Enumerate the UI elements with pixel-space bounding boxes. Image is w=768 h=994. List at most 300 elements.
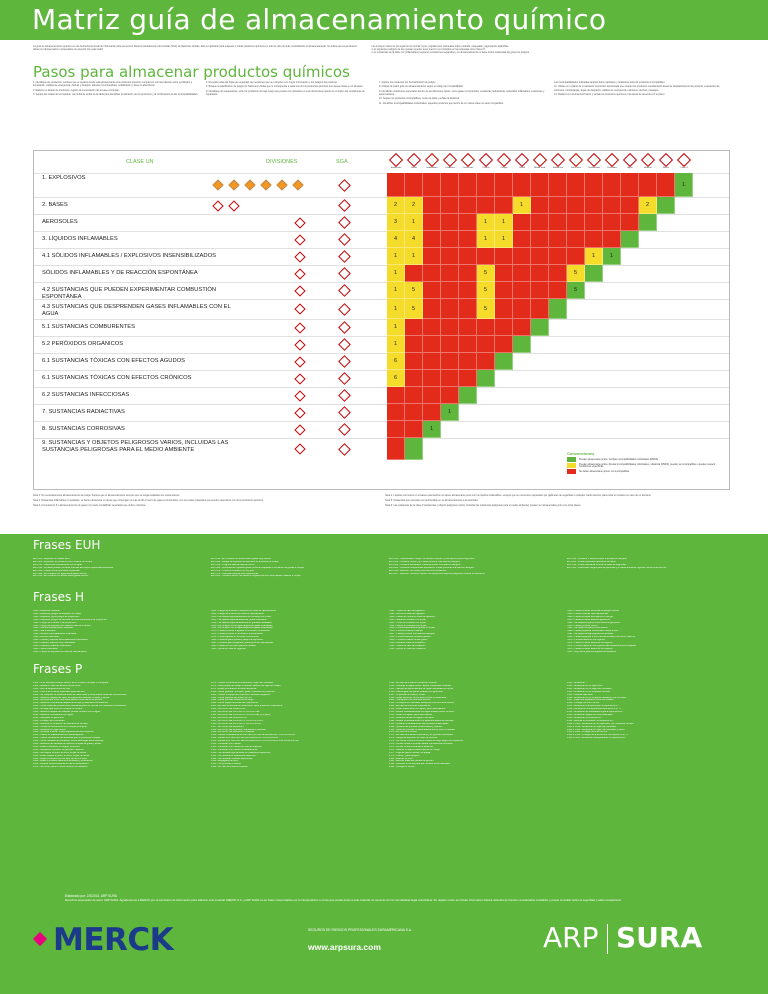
- phrase-item: P376 - Detener la fuga si puede hacerse sin riesgo.: [389, 748, 441, 751]
- row-label: 2. BASES: [42, 202, 68, 208]
- phrase-item: P351 - Aclarar cuidadosamente con agua durante varios minutos.: [389, 711, 455, 714]
- phrase-item: P284 - Llevar equipo de protección respiratoria.: [211, 702, 259, 705]
- matrix-cell: [387, 319, 405, 336]
- phrase-item: H270 - Puede provocar o agravar un incendio; comburente.: [211, 630, 271, 633]
- row-divider: [34, 421, 729, 422]
- matrix-cell: [549, 265, 567, 282]
- phrase-item: P370 - En caso de incendio:: [389, 731, 418, 734]
- phrase-item: P242 - Utilizar únicamente herramientas que no produzcan chispas.: [33, 737, 101, 740]
- division-symbol-icon: [294, 407, 305, 418]
- matrix-cell: [477, 319, 495, 336]
- phrase-item: H372 - Provoca daños en los órganos tras exposiciones prolongadas.: [567, 644, 637, 647]
- phrase-item: H205 - Peligro de explosión en masa en caso de incendio.: [33, 624, 92, 627]
- cell-value: 6: [393, 375, 398, 381]
- phrase-item: P403 + P235 - Almacenar en lugar bien ventilado y fresco.: [567, 728, 626, 731]
- phrase-item: P412 - No exponer a temperaturas superiores a 50 °C.: [567, 708, 622, 711]
- matrix-cell: [675, 173, 693, 197]
- sga-pictogram-icon: [338, 267, 351, 280]
- row-label: 6.1 SUSTANCIAS TÓXICAS CON EFECTOS CRÓNICOS: [42, 375, 192, 381]
- matrix-cell: [621, 173, 639, 197]
- matrix-cell: [567, 265, 585, 282]
- row-label: 4.1 SÓLIDOS INFLAMABLES / EXPLOSIVOS INSENSIBILIZADOS: [42, 253, 216, 259]
- hazard-symbol-icon: [640, 153, 656, 171]
- phrase-item: H202 - Explosivo; grave peligro de proyección.: [33, 615, 80, 618]
- hazard-symbol-icon: [388, 153, 404, 171]
- hazard-symbol-icon: [604, 153, 620, 171]
- matrix-cell: [585, 214, 603, 231]
- phrase-item: P405 - Guardar bajo llave.: [567, 693, 594, 696]
- row-divider: [34, 438, 729, 439]
- matrix-cell: [567, 214, 585, 231]
- col-header-sga: SGA: [336, 159, 348, 165]
- phrase-item: P211 - No pulverizar sobre una llama abierta u otra fuente de ignición.: [33, 699, 103, 702]
- step-text: 3. Separe las celdas de los líquidos: use la fila de arriba de la tabla para identificar la ubicación de los productos y la combinación de las incompatibilidades.: [33, 92, 199, 96]
- matrix-cell: [459, 299, 477, 319]
- division-symbol-icon: [294, 217, 305, 228]
- matrix-cell: [459, 319, 477, 336]
- hazard-symbol-icon: [658, 153, 674, 171]
- legend-swatch-yellow: [567, 463, 576, 468]
- phrase-item: P280 - Llevar guantes / prendas / gafas / máscara de protección.: [211, 690, 276, 693]
- col-header-divisiones: DIVISIONES: [266, 159, 298, 165]
- phrase-item: EUH 208 - Contiene. Puede provocar una reacción alérgica.: [567, 558, 627, 560]
- phrase-item: P314 - Consultar a un médico en caso de malestar.: [211, 745, 263, 748]
- matrix-cell: [459, 336, 477, 353]
- sga-pictogram-icon: [338, 250, 351, 263]
- phrase-column: [567, 610, 733, 658]
- diamond-icon: [623, 153, 637, 167]
- matrix-cell: [513, 336, 531, 353]
- matrix-cell: [405, 197, 423, 214]
- arp-logo: ARP: [543, 921, 599, 954]
- matrix-cell: [423, 173, 441, 197]
- phrase-item: P260 - No respirar el polvo, el humo, el gas, la niebla.: [33, 751, 87, 754]
- phrase-item: H271 - Puede provocar un incendio o una explosión.: [211, 633, 264, 636]
- matrix-cell: [441, 336, 459, 353]
- row-divider: [34, 370, 729, 371]
- matrix-cell: [549, 299, 567, 319]
- diamond-icon: [461, 153, 475, 167]
- row-divider: [34, 404, 729, 405]
- compatibility-matrix: [33, 150, 730, 490]
- diamond-icon: [659, 153, 673, 167]
- phrase-item: H300 - Mortal en caso de ingestión.: [211, 647, 247, 650]
- diamond-icon: [569, 153, 583, 167]
- legend-item: [567, 469, 725, 474]
- phrase-item: P240 - Conectar a tierra / enlace equipotencial del recipiente.: [33, 731, 95, 734]
- matrix-cell: [477, 282, 495, 299]
- division-symbol-icon: [294, 268, 305, 279]
- row-label: 6.1 SUSTANCIAS TÓXICAS CON EFECTOS AGUDOS: [42, 358, 186, 364]
- cell-value: 2: [411, 202, 416, 208]
- matrix-cell: [459, 248, 477, 265]
- cell-value: 5: [573, 270, 578, 276]
- phrase-item: EUH 019 - Puede formar peróxidos explosivos.: [33, 569, 80, 572]
- matrix-cell: [639, 214, 657, 231]
- phrase-item: P321 - Se necesita un tratamiento específico.: [211, 754, 257, 757]
- notes-left: [33, 494, 373, 510]
- matrix-cell: [459, 282, 477, 299]
- phrase-item: P271 - Utilizar únicamente en exteriores o lugar bien ventilado.: [211, 682, 274, 684]
- matrix-cell: [405, 282, 423, 299]
- cell-value: 1: [591, 253, 596, 259]
- division-symbol-icon: [294, 303, 305, 314]
- matrix-cell: [459, 214, 477, 231]
- matrix-cell: [603, 231, 621, 248]
- sga-pictogram-icon: [338, 303, 351, 316]
- phrase-item: P235 - Mantener en lugar fresco.: [33, 728, 66, 731]
- intro-bullets: [371, 45, 726, 67]
- cell-value: 5: [573, 287, 578, 293]
- phrase-item: P223 - Mantener alejado de cualquier posible contacto con el agua.: [33, 711, 101, 714]
- hazard-symbol-icon: [568, 153, 584, 171]
- diamond-icon: [407, 153, 421, 167]
- phrase-item: P243 - Tomar medidas de precaución contra descargas electrostáticas.: [33, 740, 104, 743]
- bullet: • Los siguientes peligros de los envases pueden tener menor o ser incluidos en las etiquetas como frases H.: [371, 48, 726, 51]
- legend-text: No deben almacenarse juntos; son incompatibles.: [579, 470, 630, 473]
- matrix-cell: [513, 248, 531, 265]
- phrase-item: H317 - Puede provocar una reacción alérgica.: [389, 633, 435, 636]
- row-label: 8. SUSTANCIAS CORROSIVAS: [42, 426, 125, 432]
- matrix-cell: [495, 248, 513, 265]
- matrix-cell: [387, 197, 405, 214]
- cell-value: 1: [519, 202, 524, 208]
- matrix-cell: [387, 336, 405, 353]
- matrix-cell: [441, 197, 459, 214]
- matrix-cell: [531, 248, 549, 265]
- phrase-item: EUH 202 - Cianoacrilato. Peligro. Se adhiere a la piel y a los ojos en pocos segundos.: [389, 558, 475, 560]
- matrix-cell: [495, 231, 513, 248]
- step-text: 11. Identificar incompatibilidades individuales: aquellos productos que dentro de su misma clase no sean compatibles.: [379, 101, 504, 105]
- row-label: SÓLIDOS INFLAMABLES Y DE REACCIÓN ESPONTÁNEA: [42, 270, 198, 276]
- sga-pictogram-icon: [338, 233, 351, 246]
- phrase-item: P342 - En caso de síntomas respiratorios:: [389, 705, 431, 708]
- hazard-symbol-icon: [622, 153, 638, 171]
- phrase-item: EUH 203 - Contiene cromo (VI). Puede provocar una reacción alérgica.: [389, 560, 461, 563]
- matrix-cell: [405, 353, 423, 370]
- phrase-item: P307 - EN CASO DE exposición:: [211, 725, 245, 728]
- phrase-item: H252 - Se calienta espontáneamente en grandes cantidades.: [211, 621, 273, 624]
- phrase-item: P304 - EN CASO DE INHALACIÓN:: [211, 716, 248, 719]
- step-text: 2. Elabore un listado de productos: registre la presentación del envase contenido.: [33, 88, 120, 92]
- hazard-label: Inflamables: [426, 167, 438, 169]
- col-header-clase: CLASE UN: [126, 159, 154, 165]
- matrix-cell: [441, 265, 459, 282]
- matrix-cell: [423, 319, 441, 336]
- phrase-item: P338 - Quitar las lentes de contacto si lleva y resulta fácil.: [389, 696, 447, 699]
- phrase-item: H334 - Puede provocar síntomas de alergia o asma.: [567, 610, 620, 612]
- matrix-cell: [459, 197, 477, 214]
- phrase-item: P420 - Almacenar alejado de otros materiales.: [567, 713, 614, 716]
- cell-value: 4: [411, 236, 416, 242]
- cell-value: 1: [483, 236, 488, 242]
- matrix-cell: [477, 265, 495, 282]
- matrix-cell: [423, 265, 441, 282]
- phrase-item: P422 - Almacenar el contenido en...: [567, 716, 603, 719]
- cell-value: 1: [681, 181, 686, 188]
- phrase-item: H240 - Peligro de explosión en caso de calentamiento.: [33, 650, 88, 653]
- step-text: 9. Identificar condiciones especiales dentro de las diferentes clases: como gases comprimidos, sustancias radioactivas, materiales inflamables, explosivos y autorreactivos.: [379, 89, 545, 96]
- step-text: 13. Realice los movimientos físicos y señale los productos químicos y las áreas de acuerdo con el plano.: [554, 92, 665, 96]
- phrase-column: [389, 610, 557, 658]
- phrase-item: P341 - Si respira con dificultad, transportar a la víctima al exterior.: [389, 702, 455, 705]
- phrase-column: [389, 682, 557, 892]
- phrase-item: EUH 006 - Explosivo, en contacto o sin contacto con el aire.: [33, 560, 93, 563]
- phrase-item: P103 - Leer la etiqueta antes del uso.: [33, 687, 71, 690]
- note: Nota 3: Al considerar 5 L almacenamiento de gases no puede contabilizar separados que deben colocarse.: [33, 504, 147, 508]
- matrix-cell: [423, 353, 441, 370]
- phrase-item: EUH 071 - Corrosivo para las vías respiratorias.: [211, 572, 259, 575]
- phrase-item: P373 - NO luchar contra el incendio cuando el fuego llega a los explosivos.: [389, 740, 464, 743]
- matrix-cell: [549, 173, 567, 197]
- sga-pictogram-icon: [338, 389, 351, 402]
- hazard-label: Explosivos: [390, 167, 402, 169]
- matrix-cell: [459, 173, 477, 197]
- phrase-item: H280 - Contiene gas a presión; peligro de explosión.: [211, 639, 264, 642]
- phrase-item: H281 - Contiene gas refrigerado; puede provocar quemaduras.: [211, 641, 274, 644]
- matrix-cell: [621, 197, 639, 214]
- row-label: 5.1 SUSTANCIAS COMBURENTES: [42, 324, 135, 330]
- p-title: Frases P: [33, 662, 83, 676]
- division-symbol-icon: [294, 285, 305, 296]
- phrase-item: P331 - NO provocar el vómito.: [211, 763, 242, 766]
- phrase-item: P391 - Recoger el vertido.: [389, 766, 416, 769]
- cell-value: 1: [393, 270, 398, 276]
- phrase-item: P322 - Se necesitan medidas específicas.: [211, 757, 253, 760]
- hazard-symbol-icon: [532, 153, 548, 171]
- matrix-cell: [495, 299, 513, 319]
- phrase-item: H261 - En contacto con el agua desprende gases inflamables.: [211, 627, 274, 630]
- phrase-item: H204 - Peligro de incendio o de proyección.: [33, 621, 77, 624]
- cell-value: 1: [501, 236, 506, 242]
- cell-value: 5: [411, 287, 416, 293]
- note: Nota 1: No necesariamente almacenamiento de carga. Supone que el almacenamiento siempre que se tenga evaluados los contenedores.: [33, 494, 180, 497]
- matrix-cell: [495, 197, 513, 214]
- matrix-cell: [585, 265, 603, 282]
- euh-title: Frases EUH: [33, 538, 101, 552]
- matrix-cell: [387, 299, 405, 319]
- phrase-column: [33, 610, 201, 658]
- matrix-cell: [603, 214, 621, 231]
- sga-pictogram-icon: [338, 338, 351, 351]
- matrix-cell: [531, 173, 549, 197]
- matrix-cell: [405, 421, 423, 438]
- matrix-cell: [441, 299, 459, 319]
- phrase-item: P410 - Proteger de la luz del sol.: [567, 702, 600, 705]
- matrix-cell: [441, 387, 459, 404]
- matrix-cell: [585, 248, 603, 265]
- phrase-item: H226 - Líquidos y vapores inflamables.: [33, 644, 72, 647]
- matrix-cell: [513, 319, 531, 336]
- hazard-symbol-icon: [514, 153, 530, 171]
- hazard-symbol-icon: [460, 153, 476, 171]
- matrix-cell: [387, 421, 405, 438]
- phrase-item: P283 - Llevar prendas resistentes al fuego.: [211, 699, 254, 702]
- phrase-item: H222 - Aerosol extremadamente inflamable.: [33, 633, 77, 636]
- phrase-item: P221 - Tomar todas las precauciones necesarias para no mezclar con materias combustibles.: [33, 705, 127, 708]
- phrase-item: P261 - Evitar respirar el polvo, el humo, el gas, la niebla.: [33, 754, 90, 757]
- matrix-cell: [405, 370, 423, 387]
- phrase-item: P371 - En caso de incendio importante y en grandes cantidades:: [389, 734, 454, 737]
- matrix-cell: [477, 197, 495, 214]
- matrix-cell: [405, 214, 423, 231]
- matrix-cell: [567, 231, 585, 248]
- phrase-item: H290 - Puede ser corrosivo para los metales.: [211, 644, 257, 647]
- division-symbol-icon: [260, 179, 271, 190]
- diamond-icon: [551, 153, 565, 167]
- matrix-cell: [531, 282, 549, 299]
- phrase-item: P335 - Sacudir las partículas que se hayan depositado en la piel.: [389, 687, 454, 690]
- matrix-cell: [423, 197, 441, 214]
- matrix-cell: [459, 265, 477, 282]
- phrase-item: P336 - Descongelar las partes heladas con agua tibia.: [389, 690, 444, 693]
- notes-right: [385, 494, 725, 510]
- phrase-item: H310 - Mortal en contacto con la piel.: [389, 618, 427, 621]
- matrix-cell: [441, 282, 459, 299]
- matrix-cell: [513, 173, 531, 197]
- cell-value: 1: [411, 219, 416, 225]
- matrix-cell: [567, 173, 585, 197]
- steps-column: [554, 81, 730, 149]
- matrix-cell: [585, 231, 603, 248]
- matrix-cell: [405, 404, 423, 421]
- phrase-item: P273 - Evitar su liberación al medio ambiente.: [211, 687, 257, 690]
- matrix-cell: [405, 336, 423, 353]
- matrix-cell: [459, 370, 477, 387]
- phrase-column: [389, 558, 557, 586]
- phrase-item: P270 - No comer, beber ni fumar durante su utilización.: [33, 766, 89, 769]
- hazard-label: Comburente: [587, 167, 601, 169]
- footer: [33, 894, 733, 994]
- note: Nota 2: Sustancias Inflamables o inestables: se deben almacenar en áreas que contengan no más de 50 el metro de gases comprimidos, con los cuales materiales que pueden reaccionar con otros productos químicos.: [33, 499, 264, 503]
- matrix-cell: [567, 248, 585, 265]
- matrix-cell: [387, 173, 405, 197]
- diamond-icon: [479, 153, 493, 167]
- phrase-item: H315 - Provoca irritación cutánea.: [389, 630, 424, 633]
- phrase-item: P233 - Mantener el recipiente herméticamente cerrado.: [33, 722, 89, 725]
- legend-text: Pueden almacenarse juntos. Verificar incompatibilidades individuales (MSDS).: [579, 458, 659, 461]
- matrix-cell: [405, 231, 423, 248]
- matrix-cell: [423, 214, 441, 231]
- diamond-icon: [443, 153, 457, 167]
- phrase-item: P250 - Evitar la abrasión, el choque, la fricción.: [33, 745, 81, 748]
- cell-value: 5: [483, 287, 488, 293]
- phrase-item: P402 - Almacenar en un lugar seco.: [567, 684, 603, 687]
- p-phrases: [33, 682, 733, 892]
- phrase-item: P264 - Lavarse concienzudamente tras la manipulación.: [33, 763, 90, 766]
- cell-value: 1: [609, 253, 614, 259]
- matrix-cell: [387, 282, 405, 299]
- phrase-item: P232 - Proteger de la humedad.: [33, 719, 66, 722]
- matrix-cell: [405, 173, 423, 197]
- matrix-cell: [657, 173, 675, 197]
- division-symbol-icon: [294, 443, 305, 454]
- phrase-item: P222 - No dejar que entre en contacto con el aire.: [33, 708, 83, 711]
- phrase-item: P244 - Mantener las válvulas de reducción limpias de grasa y aceite.: [33, 743, 102, 746]
- sga-pictogram-icon: [338, 284, 351, 297]
- phrase-item: EUH 207 - Atención. Contiene cadmio. Se desprenden vapores peligrosos durante su utilización.: [389, 572, 486, 575]
- hazard-label: Oxidantes: [445, 167, 455, 169]
- hazard-label: Corrosivos: [462, 167, 474, 169]
- website-link[interactable]: www.arpsura.com: [308, 942, 381, 952]
- phrase-item: H340 - Puede provocar defectos genéticos.: [567, 618, 611, 621]
- phrase-item: H272 - Puede agravar un incendio; comburente.: [211, 636, 260, 639]
- phrase-item: EUH 031 - En contacto con ácidos libera gases tóxicos.: [33, 575, 89, 578]
- phrase-item: P330 - Enjuagarse la boca.: [211, 760, 239, 763]
- matrix-cell: [387, 370, 405, 387]
- phrase-item: P407 - Dejar una separación entre los bloques.: [567, 699, 615, 702]
- phrase-item: EUH 066 - La exposición repetida puede provocar sequedad o formación de grietas en la piel.: [211, 566, 305, 569]
- phrase-item: EUH 070 - Tóxico en contacto con los ojos.: [211, 569, 255, 572]
- matrix-cell: [405, 248, 423, 265]
- phrase-item: H362 - Puede perjudicar a los niños alimentados con leche materna.: [567, 636, 636, 639]
- phrase-item: P282 - Llevar guantes que aíslen del frío.: [211, 696, 253, 699]
- matrix-cell: [405, 319, 423, 336]
- matrix-cell: [531, 299, 549, 319]
- diamond-icon: [425, 153, 439, 167]
- phrase-item: H370 - Provoca daños en los órganos.: [567, 639, 606, 642]
- matrix-cell: [423, 336, 441, 353]
- hazard-label: Clase 9: [680, 167, 688, 169]
- division-symbol-icon: [294, 424, 305, 435]
- phrase-item: EUH 032 - En contacto con ácidos libera gases muy tóxicos.: [211, 558, 272, 560]
- phrase-item: H304 - Puede ser mortal en caso de ingestión.: [389, 615, 436, 618]
- matrix-cell: [405, 438, 423, 460]
- matrix-cell: [531, 231, 549, 248]
- phrase-item: P210 - Mantener alejado del calor, de superficies calientes, chispas y llamas.: [33, 696, 110, 699]
- phrase-item: P310 - Llamar inmediatamente a un CENTRO DE INFORMACIÓN TOXICOLÓGICA.: [211, 734, 296, 737]
- cell-value: 5: [483, 270, 488, 276]
- matrix-cell: [531, 319, 549, 336]
- bullet: • Los sustancias de la clase 4.2 (inflamables) requieren condiciones separadas y su almacenamiento no debe incluir sustancias del grupo de peligros.: [371, 51, 726, 54]
- phrase-column: [211, 610, 379, 658]
- matrix-cell: [549, 197, 567, 214]
- phrase-item: H341 - Se sospecha que provoca defectos genéticos.: [567, 621, 621, 624]
- row-label: 6.2 SUSTANCIAS INFECCIOSAS: [42, 392, 130, 398]
- note: Nota 4: Líquidos corrosivos en envases quebradizos no deben almacenarse junto con los líquidos inflamables, excepto que se encuentren separados por gabinetes de seguridad o cualquier medio efectivo para evitar el contacto en caso de un derrame.: [385, 494, 652, 497]
- hazard-symbol-icon: [676, 153, 692, 171]
- diamond-icon: [677, 153, 691, 167]
- cell-value: 1: [393, 324, 398, 330]
- phrase-column: [567, 682, 733, 892]
- disclaimer-text: Derechos reservados de autor: ARP SURA. Agradecemos a MERCK por el suministro de información para elaborar este material. MERCK S.A. y ARP SURA no se hacen responsables por la interpretación o el uso que pueda darse a este material, de acuerdo con la normatividad legal colombiana. Su objetivo único es brindar información básica obtenida de fuentes consideradas confiables y puede consultar sobre la seguridad y salud ocupacional.: [65, 898, 622, 902]
- phrase-item: P285 - En caso de ventilación insuficiente, llevar protección respiratoria.: [211, 705, 283, 708]
- matrix-cell: [477, 299, 495, 319]
- phrase-item: P410 + P412 - Proteger de la luz del sol. No exponer a 50 °C.: [567, 734, 629, 737]
- phrase-item: P262 - Evitar el contacto con los ojos, la piel o la ropa.: [33, 757, 88, 760]
- phrase-item: P312 - Llamar a un CENTRO DE INFORMACIÓN TOXICOLÓGICA si se encuentra mal.: [211, 740, 299, 743]
- hazard-label: Infeccioso: [571, 167, 581, 169]
- phrase-item: EUH 029 - En contacto con agua libera gases tóxicos.: [33, 572, 87, 575]
- phrase-item: P401 - Almacenar...: [567, 682, 587, 684]
- phrase-column: [211, 558, 379, 586]
- phrase-item: P315 - Consultar a un médico inmediatamente.: [211, 748, 259, 751]
- matrix-cell: [495, 353, 513, 370]
- steps-column: [206, 81, 372, 149]
- matrix-cell: [603, 173, 621, 197]
- phrase-item: P377 - Fuga de gas en llamas: no apagar.: [389, 751, 431, 754]
- matrix-cell: [387, 248, 405, 265]
- division-symbol-icon: [294, 322, 305, 333]
- division-symbol-icon: [294, 234, 305, 245]
- phrase-item: P404 - Almacenar en un recipiente cerrado.: [567, 690, 611, 693]
- row-label: 1. EXPLOSIVOS: [42, 175, 86, 181]
- matrix-cell: [567, 282, 585, 299]
- step-text: 1. Identifique los productos: verifique que el espacio donde está almacenando sus productos químicos cumpla con normas básicas sobre ventilación e iluminación, salidas de emergencia, duchas y lavaojos, paredes incombustibles, señalización y área no absorbente.: [33, 81, 193, 88]
- phrase-item: P413 - Almacenar las cantidades a granel superiores a...: [567, 711, 624, 714]
- note: Nota 5: Sustancias que necesiten ser autorizadas en su almacenamiento a la autoridad.: [385, 499, 479, 503]
- row-divider: [34, 248, 729, 249]
